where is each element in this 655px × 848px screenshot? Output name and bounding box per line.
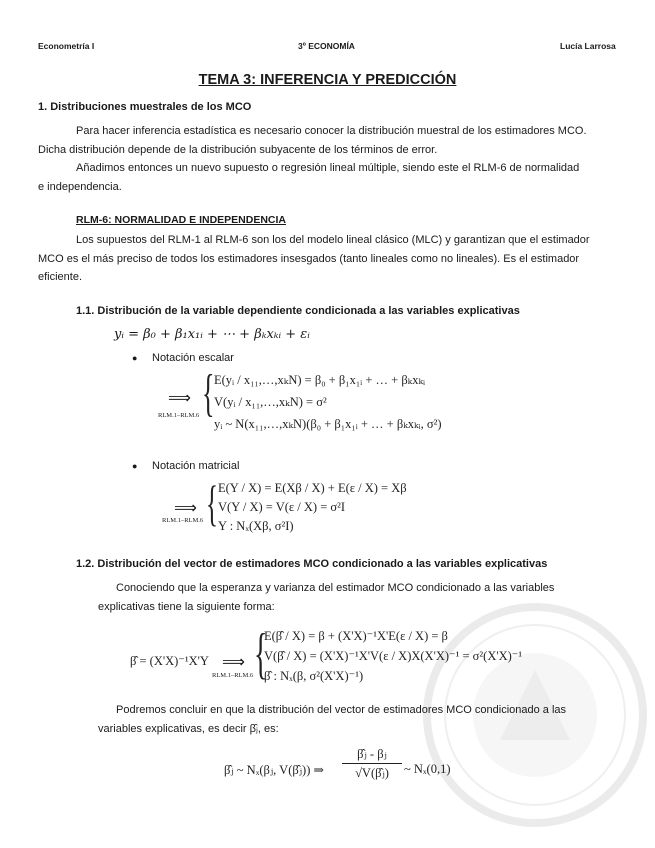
bullet-icon: ● (132, 353, 138, 363)
implies-arrow-icon: ⟹ (168, 388, 191, 407)
section-heading: 1. Distribuciones muestrales de los MCO (38, 101, 252, 113)
header-year: 3º ECONOMÍA (298, 41, 355, 51)
page-title: TEMA 3: INFERENCIA Y PREDICCIÓN (198, 72, 457, 88)
final-distribution-left: β̂ⱼ ~ Nₓ(βⱼ, V(β̂ⱼ)) ⇒ (224, 763, 324, 777)
rlm6-heading: RLM-6: NORMALIDAD E INDEPENDENCIA (76, 214, 286, 226)
matrix-equations: E(Y / X) = E(Xβ / X) + E(ε / X) = Xβ V(Y / X) = V(ε / X) = σ²I Y : Nₓ(Xβ, σ²I) (218, 481, 407, 533)
scalar-equations: E(yᵢ / x₁₁,…,xₖN) = β₀ + β₁x₁ᵢ + … + βₖxₖᵢ V(yᵢ / x₁₁,…,xₖN) = σ² yᵢ ~ N(x₁₁,…,xₖN)(β₀ + β₁x₁ᵢ + … + βₖxₖᵢ, σ²) (214, 373, 442, 431)
final-distribution-right: ~ Nₓ(0,1) (404, 762, 451, 776)
arrow-label: RLM.1–RLM.6 (158, 412, 200, 419)
implies-arrow-icon: ⟹ (222, 652, 245, 671)
subsection-heading: 1.2. Distribución del vector de estimadores MCO condicionado a las variables explicativas (76, 558, 548, 570)
estimator-formula: β̂ = (X'X)⁻¹X'Y (130, 654, 209, 668)
paragraph: Conociendo que la esperanza y varianza del estimador MCO condicionado a las variables explicativas tiene la siguiente forma: (98, 582, 555, 613)
arrow-label: RLM.1–RLM.6 (212, 672, 254, 679)
paragraph: Los supuestos del RLM-1 al RLM-6 son los del modelo lineal clásico (MLC) y garantizan que el estimador MCO es el más preciso de todos los estimadores insesgados (tanto lineales como no lineales). Es el estimador eficiente. (38, 234, 590, 283)
standardized-fraction: β̂ⱼ - βⱼ √V(β̂ⱼ) (342, 746, 402, 781)
paragraph: Podremos concluir en que la distribución del vector de estimadores MCO condicionado a las variables explicativas, es decir β̂ⱼ, es: (98, 704, 567, 735)
left-brace: { (254, 623, 268, 685)
arrow-label: RLM.1–RLM.6 (162, 517, 204, 524)
estimator-equations: E(β̂ / X) = β + (X'X)⁻¹X'E(ε / X) = β V(β̂ / X) = (X'X)⁻¹X'V(ε / X)X(X'X)⁻¹ = σ²(X'X)⁻¹ β̂ : Nₓ(β, σ²(X'X)⁻¹) (264, 629, 523, 683)
header-author: Lucía Larrosa (560, 41, 616, 51)
paragraph: Para hacer inferencia estadística es necesario conocer la distribución muestral de los estimadores MCO. Dicha distribución depende de la distribución subyacente de los términos de error. Añadimos entonces un nuevo supuesto o regresión lineal múltiple, siendo este el RLM-6 de normalidad e independencia. (38, 125, 587, 193)
subsection-heading: 1.1. Distribución de la variable dependiente condicionada a las variables explicativas (76, 305, 520, 317)
bullet-item: ● Notación matricial (132, 460, 240, 472)
implies-arrow-icon: ⟹ (174, 498, 197, 517)
header-course: Econometría I (38, 41, 95, 51)
bullet-icon: ● (132, 461, 138, 471)
regression-equation: yᵢ = β₀ + β₁x₁ᵢ + ⋯ + βₖxₖᵢ + εᵢ (114, 327, 310, 342)
left-brace: { (206, 475, 218, 531)
bullet-item: ● Notación escalar (132, 352, 234, 364)
left-brace: { (202, 365, 215, 422)
